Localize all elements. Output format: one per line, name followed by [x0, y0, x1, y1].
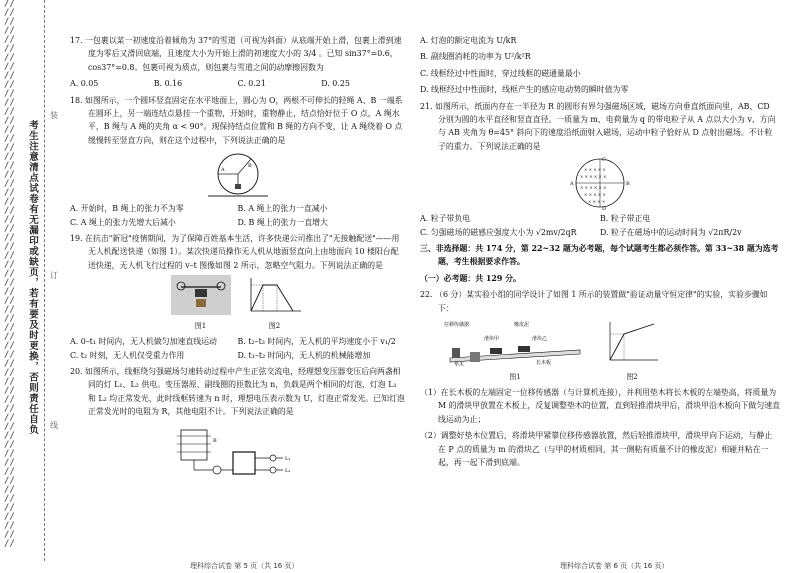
section-3-heading: 三、非选择题：共 174 分，第 22~32 题为必考题，每个试题考生都必须作答。第 33~38 题为选考题，考生根据要求作答。 — [420, 244, 779, 267]
q20-opt-a: A. 灯泡的额定电流为 U/kR — [420, 36, 517, 45]
q19-opt-c: C. t₂ 时刻，无人机仅受重力作用 — [70, 350, 185, 360]
q21-opt-d: D. 粒子在磁场中的运动时间为 √2πR/2v — [600, 227, 742, 237]
svg-text:× × × × × ×: × × × × × × — [580, 174, 607, 180]
label-rubber: 橡皮泥 — [514, 322, 530, 329]
q21-opt-c: C. 匀强磁场的磁感应强度大小为 √2mv/2qR — [420, 227, 577, 237]
left-footer: 理科综合试卷 第 5 页（共 16 页） — [190, 562, 299, 570]
q19-stem: 19. 在抗击"新冠"疫情期间，为了保障百姓基本生活，许多快递公司推出了"无接触配送"——用无人机配送快递（如图 1）。某次快递员操作无人机从地面竖直向上由地面向 10 楼阳台配送快递，无人机飞行过程的 v–t 图像如图 2 所示，忽略空气阻力。下列说法正确的是 — [70, 234, 400, 270]
q17-stem: 17. 一包裹以某一初速度沿着倾角为 37°的雪道（可视为斜面）从底端开始上滑，包裹上滑到速度为零后又滑回底端，且速度大小为开始上滑的初速度大小的 3/4 。已知 sin37°=0.6，cos37°=0.8。包裹可视为质点，则包裹与雪道之间的动摩擦因数为 — [70, 36, 402, 72]
mark-xian: 线 — [50, 421, 58, 430]
svg-text:A: A — [220, 167, 225, 174]
xt-graph — [604, 318, 660, 366]
label-board: 长木板 — [536, 360, 552, 367]
ring-figure — [203, 150, 273, 200]
svg-text:× × × × ×: × × × × × — [584, 192, 606, 198]
q21-stem: 21. 如图所示，纸面内存在一半径为 R 的圆形有界匀强磁场区域，磁场方向垂直纸面向里，AB、CD 分别为圆的水平直径和竖直直径。一质量为 m、电荷量为 q 的带电粒子从 A 点以大小为 v、方向与 AB 夹角为 θ=45° 斜向下的速度沿纸面射入磁场，运动中粒子恰好从 D 点射出磁场。不计粒子的重力。下列说法正确的是 — [420, 101, 776, 151]
q20-opt-b: B. 副线圈消耗的功率为 U²/k²R — [420, 52, 531, 62]
svg-text:× × × × ×: × × × × × — [584, 167, 606, 173]
hatch-pattern: // // // // // // // // // // // // // // // // // // // // // // // // // // // // // // // // // // // // // // // // // // // // // // // // // // // // // // // // // // // // // — [4, 0, 15, 549]
q21-opt-b: B. 粒子带正电 — [600, 214, 651, 224]
q18-opt-d: D. B 绳上的张力一直增大 — [237, 217, 328, 227]
transformer-figure — [173, 422, 303, 478]
q18-opt-a: A. 开始时，B 绳上的张力不为零 — [70, 204, 184, 214]
q21-options — [420, 212, 780, 239]
drone-figure — [171, 275, 231, 333]
q21-opt-a: A. 粒子带负电 — [420, 214, 471, 224]
incline-apparatus — [440, 318, 590, 366]
q20-opt-c: C. 线框经过中性面时，穿过线框的磁通量最小 — [420, 68, 581, 78]
svg-text:D: D — [602, 206, 607, 211]
right-column — [420, 34, 780, 570]
binding-strip — [0, 0, 58, 561]
q22-stem: 22. （6 分）某实验小组的同学设计了如图 1 所示的装置做"验证动量守恒定律"的实验，实验步骤如下： — [420, 290, 768, 313]
q18-options — [70, 202, 405, 229]
svg-text:× × × × × ×: × × × × × × — [580, 185, 607, 191]
q18-opt-b: B. A 绳上的张力一直减小 — [237, 204, 328, 214]
q17-opt-d: D. 0.25 — [321, 79, 350, 89]
q19-opt-d: D. t₁–t₂ 时间内，无人机的机械能增加 — [237, 350, 371, 360]
q22-fig1-caption: 图1 — [509, 372, 521, 381]
q17-opt-b: B. 0.16 — [153, 79, 183, 89]
svg-text:× × × ×: × × × × — [588, 199, 606, 205]
incline-figure — [440, 318, 590, 384]
q22-step2: （2）调整好垫木位置后，将滑块甲紧靠位移传感器放置，然后轻推滑块甲，滑块甲向下运动，与静止在 P 点的质量为 m 的滑块乙（与甲的材质相同，其一侧粘有质量不计的橡皮泥）相碰并粘在一起，再一起下滑到底端。 — [420, 431, 773, 467]
svg-text:B: B — [212, 437, 217, 444]
q22-step1: （1）在长木板的左端固定一位移传感器（与计算机连接），并利用垫木将长木板的左端垫高，将质量为 M 的滑块甲放置在木板上，反复调整垫木的位置，直到轻推滑块甲后，滑块甲沿木板向下做匀速直线运动为止； — [420, 387, 780, 424]
q22-figures — [440, 318, 780, 384]
svg-text:L₁: L₁ — [284, 455, 290, 462]
svg-text:B: B — [626, 181, 630, 188]
right-footer: 理科综合试卷 第 6 页（共 16 页） — [560, 562, 669, 570]
svg-text:C: C — [602, 157, 606, 164]
q22-fig2-caption: 图2 — [626, 372, 638, 381]
drone-image — [171, 275, 231, 315]
label-pad: 垫木 — [454, 362, 465, 367]
q20-opt-d: D. 线框经过中性面时，线框产生的感应电动势的瞬时值为零 — [420, 85, 629, 95]
q18-stem: 18. 如图所示，一个圆环竖直固定在水平地面上，圆心为 O，两根不可伸长的轻绳 A、B 一端系在圆环上，另一端连结点悬挂一个重物，开始时，重物静止，结点恰好位于 O 点，A 绳水平，B 绳与 A 绳的夹角 α < 90°。现保持结点位置和 B 绳的方向不变，让 A 绳绕着 O 点缓慢转至竖直方向，则在这个过程中，下列说法正确的是 — [70, 95, 403, 145]
notice-text: 考生注意清点试卷有无漏印或缺页，若有要及时更换，否则责任自负 — [27, 120, 38, 435]
label-sensor: 位移传感器 — [444, 322, 470, 329]
svg-text:A: A — [570, 181, 574, 188]
q19-options — [70, 335, 405, 362]
q19-figures — [70, 275, 405, 333]
mark-ding: 订 — [50, 271, 58, 280]
mark-zhuang: 装 — [50, 111, 58, 120]
q17-options — [70, 77, 405, 90]
left-column — [70, 34, 405, 570]
q19-opt-b: B. t₂–t₃ 时间内，无人机的平均速度小于 v₁/2 — [237, 337, 396, 347]
xt-figure — [604, 318, 660, 384]
vt-graph — [245, 275, 305, 315]
svg-text:L₂: L₂ — [284, 467, 290, 474]
fig2-caption: 图2 — [268, 321, 281, 330]
q17-opt-c: C. 0.21 — [237, 79, 266, 89]
vt-figure — [245, 275, 305, 333]
label-block-a: 滑块甲 — [484, 336, 500, 343]
fig1-caption: 图1 — [194, 321, 207, 330]
svg-text:B: B — [247, 163, 252, 170]
q18-opt-c: C. A 绳上的张力先增大后减小 — [70, 217, 176, 227]
q17-opt-a: A. 0.05 — [70, 79, 99, 89]
section-3a-heading: （一）必考题：共 129 分。 — [420, 273, 521, 283]
q20-stem: 20. 如图所示，线框绕匀强磁场匀速转动过程中产生正弦交流电，经理想变压器变压后向两盏相同的灯 L₁、L₂ 供电。变压器原、副线圈的匝数比为 n，负载是两个相同的灯泡，灯泡 L₁ 和 L₂ 均正常发光，此时线框转速为 n 时，理想电压表示数为 U，灯泡正常发光。已知灯泡正常发光时的电阻为 R，其他电阻不计。下列说法正确的是 — [70, 366, 405, 417]
magnetic-field-figure — [560, 156, 640, 210]
label-block-b: 滑块乙 — [532, 336, 548, 343]
q19-opt-a: A. 0–t₁ 时间内，无人机做匀加速直线运动 — [70, 337, 217, 347]
